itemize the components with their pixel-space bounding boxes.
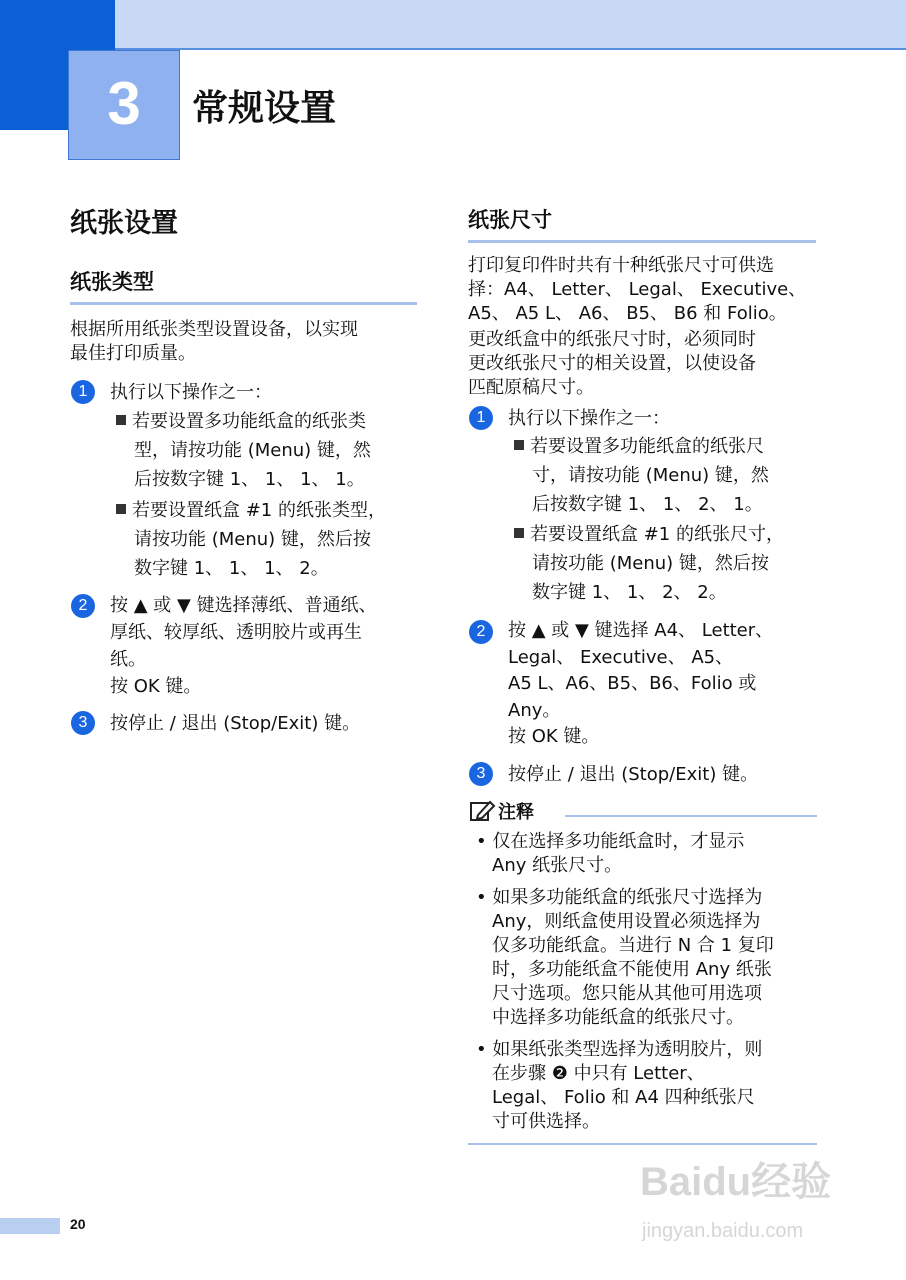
watermark-logo: Baidu经验 [640, 1160, 832, 1204]
note-divider-top [565, 815, 817, 817]
step-3-badge: 3 [469, 762, 493, 786]
step-2-badge: 2 [469, 620, 493, 644]
square-bullet-icon [514, 528, 524, 538]
subsection-title-paper-type: 纸张类型 [70, 266, 417, 305]
note-item: • 仅在选择多功能纸盒时，才显示 Any 纸张尺寸。 [476, 831, 745, 876]
section-title: 纸张设置 [70, 208, 178, 239]
step-1-badge: 1 [71, 380, 95, 404]
bullet-item: 若要设置纸盒 #1 的纸张尺寸， 请按功能 (Menu) 键，然后按 数字键 1、 1、 2、 2。 [514, 520, 784, 607]
step-3-badge: 3 [71, 711, 95, 735]
header-band [115, 0, 906, 50]
step-3-text: 按停止 / 退出 (Stop/Exit) 键。 [508, 764, 759, 785]
step-2-badge: 2 [71, 594, 95, 618]
step-1-badge: 1 [469, 406, 493, 430]
step-3-text: 按停止 / 退出 (Stop/Exit) 键。 [110, 713, 361, 734]
paper-type-intro: 根据所用纸张类型设置设备，以实现 最佳打印质量。 [70, 319, 358, 364]
note-heading: 注释 [470, 798, 534, 824]
watermark [640, 1150, 832, 1242]
note-item: • 如果纸张类型选择为透明胶片，则 在步骤 ❷ 中只有 Letter、 Legal、 Folio 和 A4 四种纸张尺 寸可供选择。 [476, 1039, 763, 1132]
note-divider-bottom [468, 1143, 817, 1145]
step-1-text: 执行以下操作之一： [508, 408, 670, 429]
square-bullet-icon [514, 440, 524, 450]
square-bullet-icon [116, 415, 126, 425]
footer-accent-bar [0, 1218, 60, 1234]
paper-size-intro: 打印复印件时共有十种纸张尺寸可供选 择：A4、 Letter、 Legal、 Executive、 A5、 A5 L、 A6、 B5、 B6 和 Folio。 [468, 255, 807, 324]
bullet-item: 若要设置多功能纸盒的纸张尺 寸，请按功能 (Menu) 键，然 后按数字键 1、 1、 2、 1。 [514, 432, 769, 519]
note-item: • 如果多功能纸盒的纸张尺寸选择为 Any，则纸盒使用设置必须选择为 仅多功能纸盒。当进行 N 合 1 复印 时，多功能纸盒不能使用 Any 纸张 尺寸选项。您只能从其他可用选项 中选择多功能纸盒的纸张尺寸。 [476, 887, 774, 1028]
bullet-item: 若要设置纸盒 #1 的纸张类型， 请按功能 (Menu) 键，然后按 数字键 1、 1、 1、 2。 [116, 496, 386, 583]
square-bullet-icon [116, 504, 126, 514]
note-pencil-icon [470, 800, 496, 822]
chapter-number: 3 [107, 70, 141, 137]
step-1-text: 执行以下操作之一： [110, 382, 272, 403]
paper-size-description: 更改纸盒中的纸张尺寸时，必须同时 更改纸张尺寸的相关设置，以使设备 匹配原稿尺寸。 [468, 329, 756, 398]
step-2-text: 按 ▲ 或 ▼ 键选择 A4、 Letter、 Legal、 Executive、 A5、 A5 L、A6、B5、B6、Folio 或 Any。 按 OK 键。 [508, 620, 774, 747]
bullet-item: 若要设置多功能纸盒的纸张类 型，请按功能 (Menu) 键，然 后按数字键 1、 1、 1、 1。 [116, 407, 371, 494]
subsection-title-paper-size: 纸张尺寸 [468, 204, 816, 243]
chapter-title: 常规设置 [192, 88, 337, 129]
page-number: 20 [70, 1216, 86, 1232]
chapter-badge [68, 50, 180, 160]
step-2-text: 按 ▲ 或 ▼ 键选择薄纸、普通纸、 厚纸、较厚纸、透明胶片或再生 纸。 按 OK 键。 [110, 595, 377, 697]
watermark-url: jingyan.baidu.com [642, 1220, 804, 1242]
